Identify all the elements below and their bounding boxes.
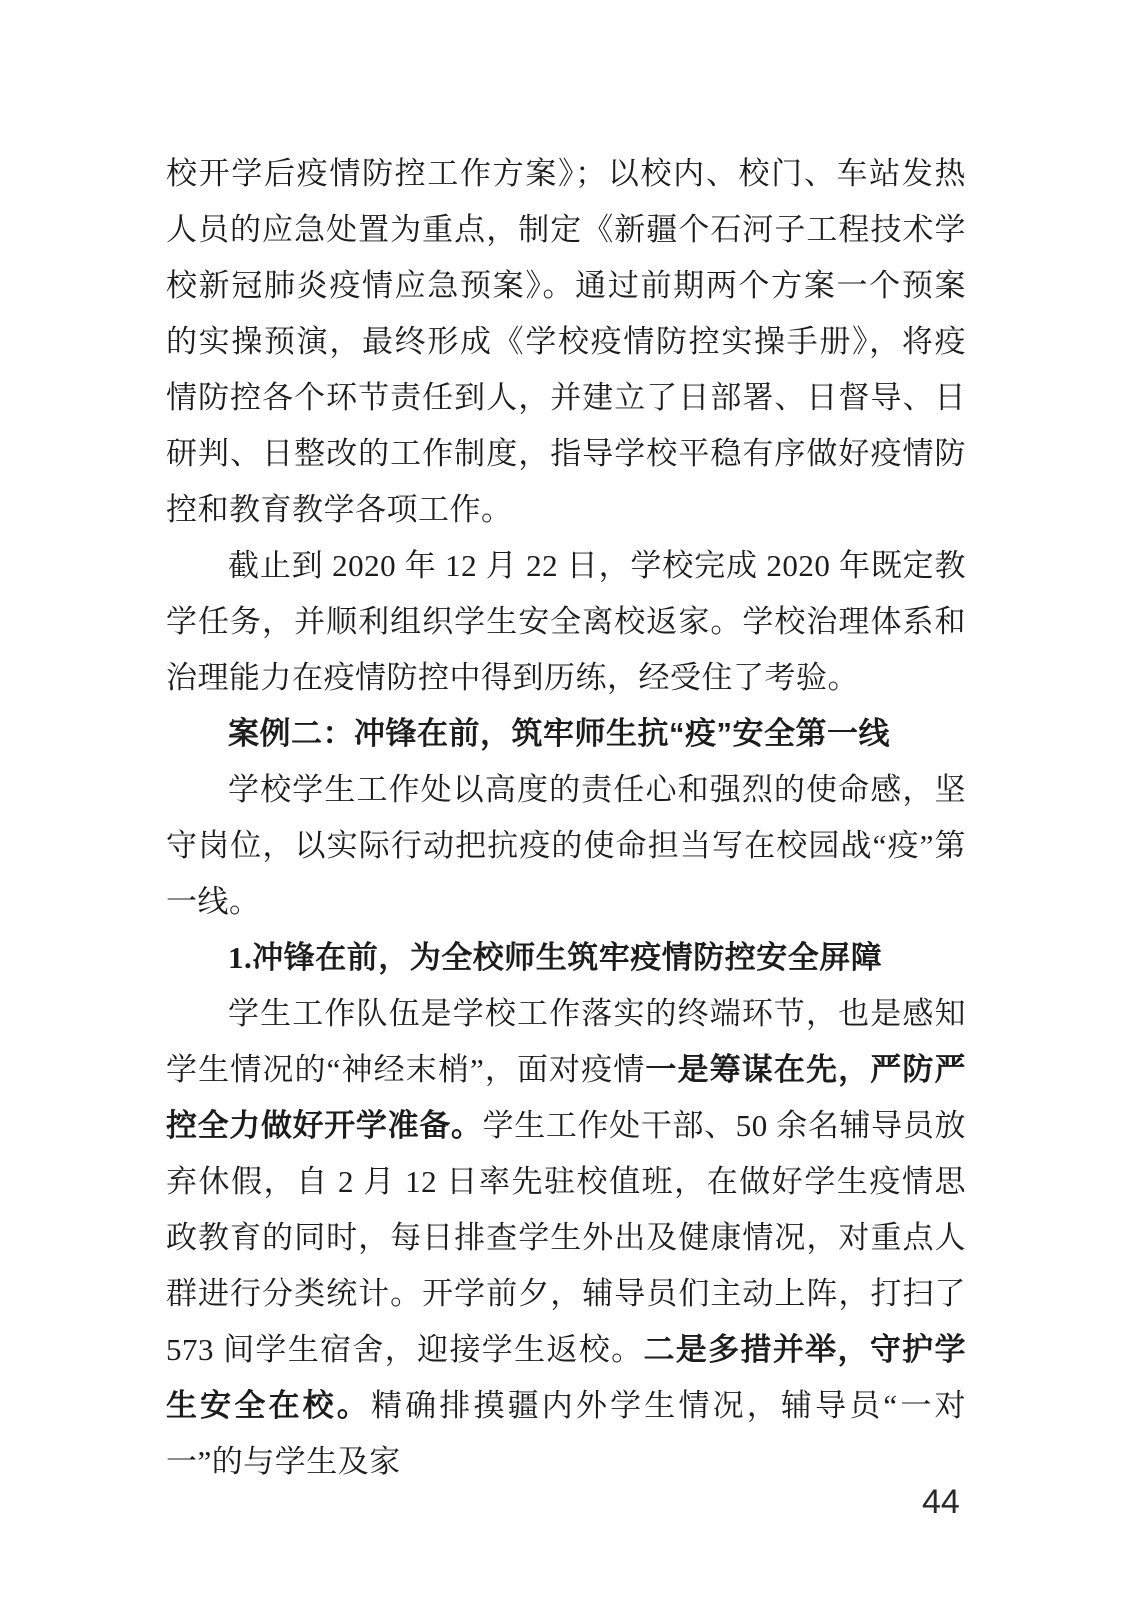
emphasis-text: 1.冲锋在前，为全校师生筑牢疫情防控安全屏障 bbox=[228, 940, 883, 975]
body-text: 学生工作处干部、50 余名辅导员放弃休假，自 2 月 12 日率先驻校值班，在做好学生疫情思政教育的同时，每日排查学生外出及健康情况，对重点人群进行分类统计。开学前夕，辅导员们主动上阵，打扫了 573 间学生宿舍，迎接学生返校。 bbox=[166, 1108, 966, 1367]
emphasis-text: 二是多措并举，守护学生安全在校。 bbox=[166, 1332, 967, 1423]
emphasis-text: 一是筹谋在先，严防严控全力做好开学准备。 bbox=[166, 1052, 966, 1143]
sub-heading bbox=[166, 930, 966, 986]
emphasis-text: 案例二：冲锋在前，筑牢师生抗“疫”安全第一线 bbox=[228, 716, 890, 751]
body-text: 截止到 2020 年 12 月 22 日，学校完成 2020 年既定教学任务，并顺利组织学生安全离校返家。学校治理体系和治理能力在疫情防控中得到历练，经受住了考验。 bbox=[166, 548, 966, 695]
page-number: 44 bbox=[922, 1483, 960, 1521]
body-text: 校开学后疫情防控工作方案》；以校内、校门、车站发热人员的应急处置为重点，制定《新疆个石河子工程技术学校新冠肺炎疫情应急预案》。通过前期两个方案一个预案的实操预演，最终形成《学校疫情防控实操手册》，将疫情防控各个环节责任到人，并建立了日部署、日督导、日研判、日整改的工作制度，指导学校平稳有序做好疫情防控和教育教学各项工作。 bbox=[166, 156, 966, 527]
paragraph bbox=[166, 986, 966, 1490]
body-text: 学生工作队伍是学校工作落实的终端环节，也是感知学生情况的“神经末梢”，面对疫情 bbox=[166, 996, 966, 1087]
body-text: 学校学生工作处以高度的责任心和强烈的使命感，坚守岗位，以实际行动把抗疫的使命担当写在校园战“疫”第一线。 bbox=[166, 772, 966, 919]
section-heading bbox=[166, 706, 966, 762]
body-text: 精确排摸疆内外学生情况，辅导员“一对一”的与学生及家 bbox=[166, 1388, 967, 1479]
paragraph bbox=[166, 146, 966, 538]
document-body bbox=[166, 146, 966, 1490]
paragraph bbox=[166, 762, 966, 930]
paragraph bbox=[166, 538, 966, 706]
